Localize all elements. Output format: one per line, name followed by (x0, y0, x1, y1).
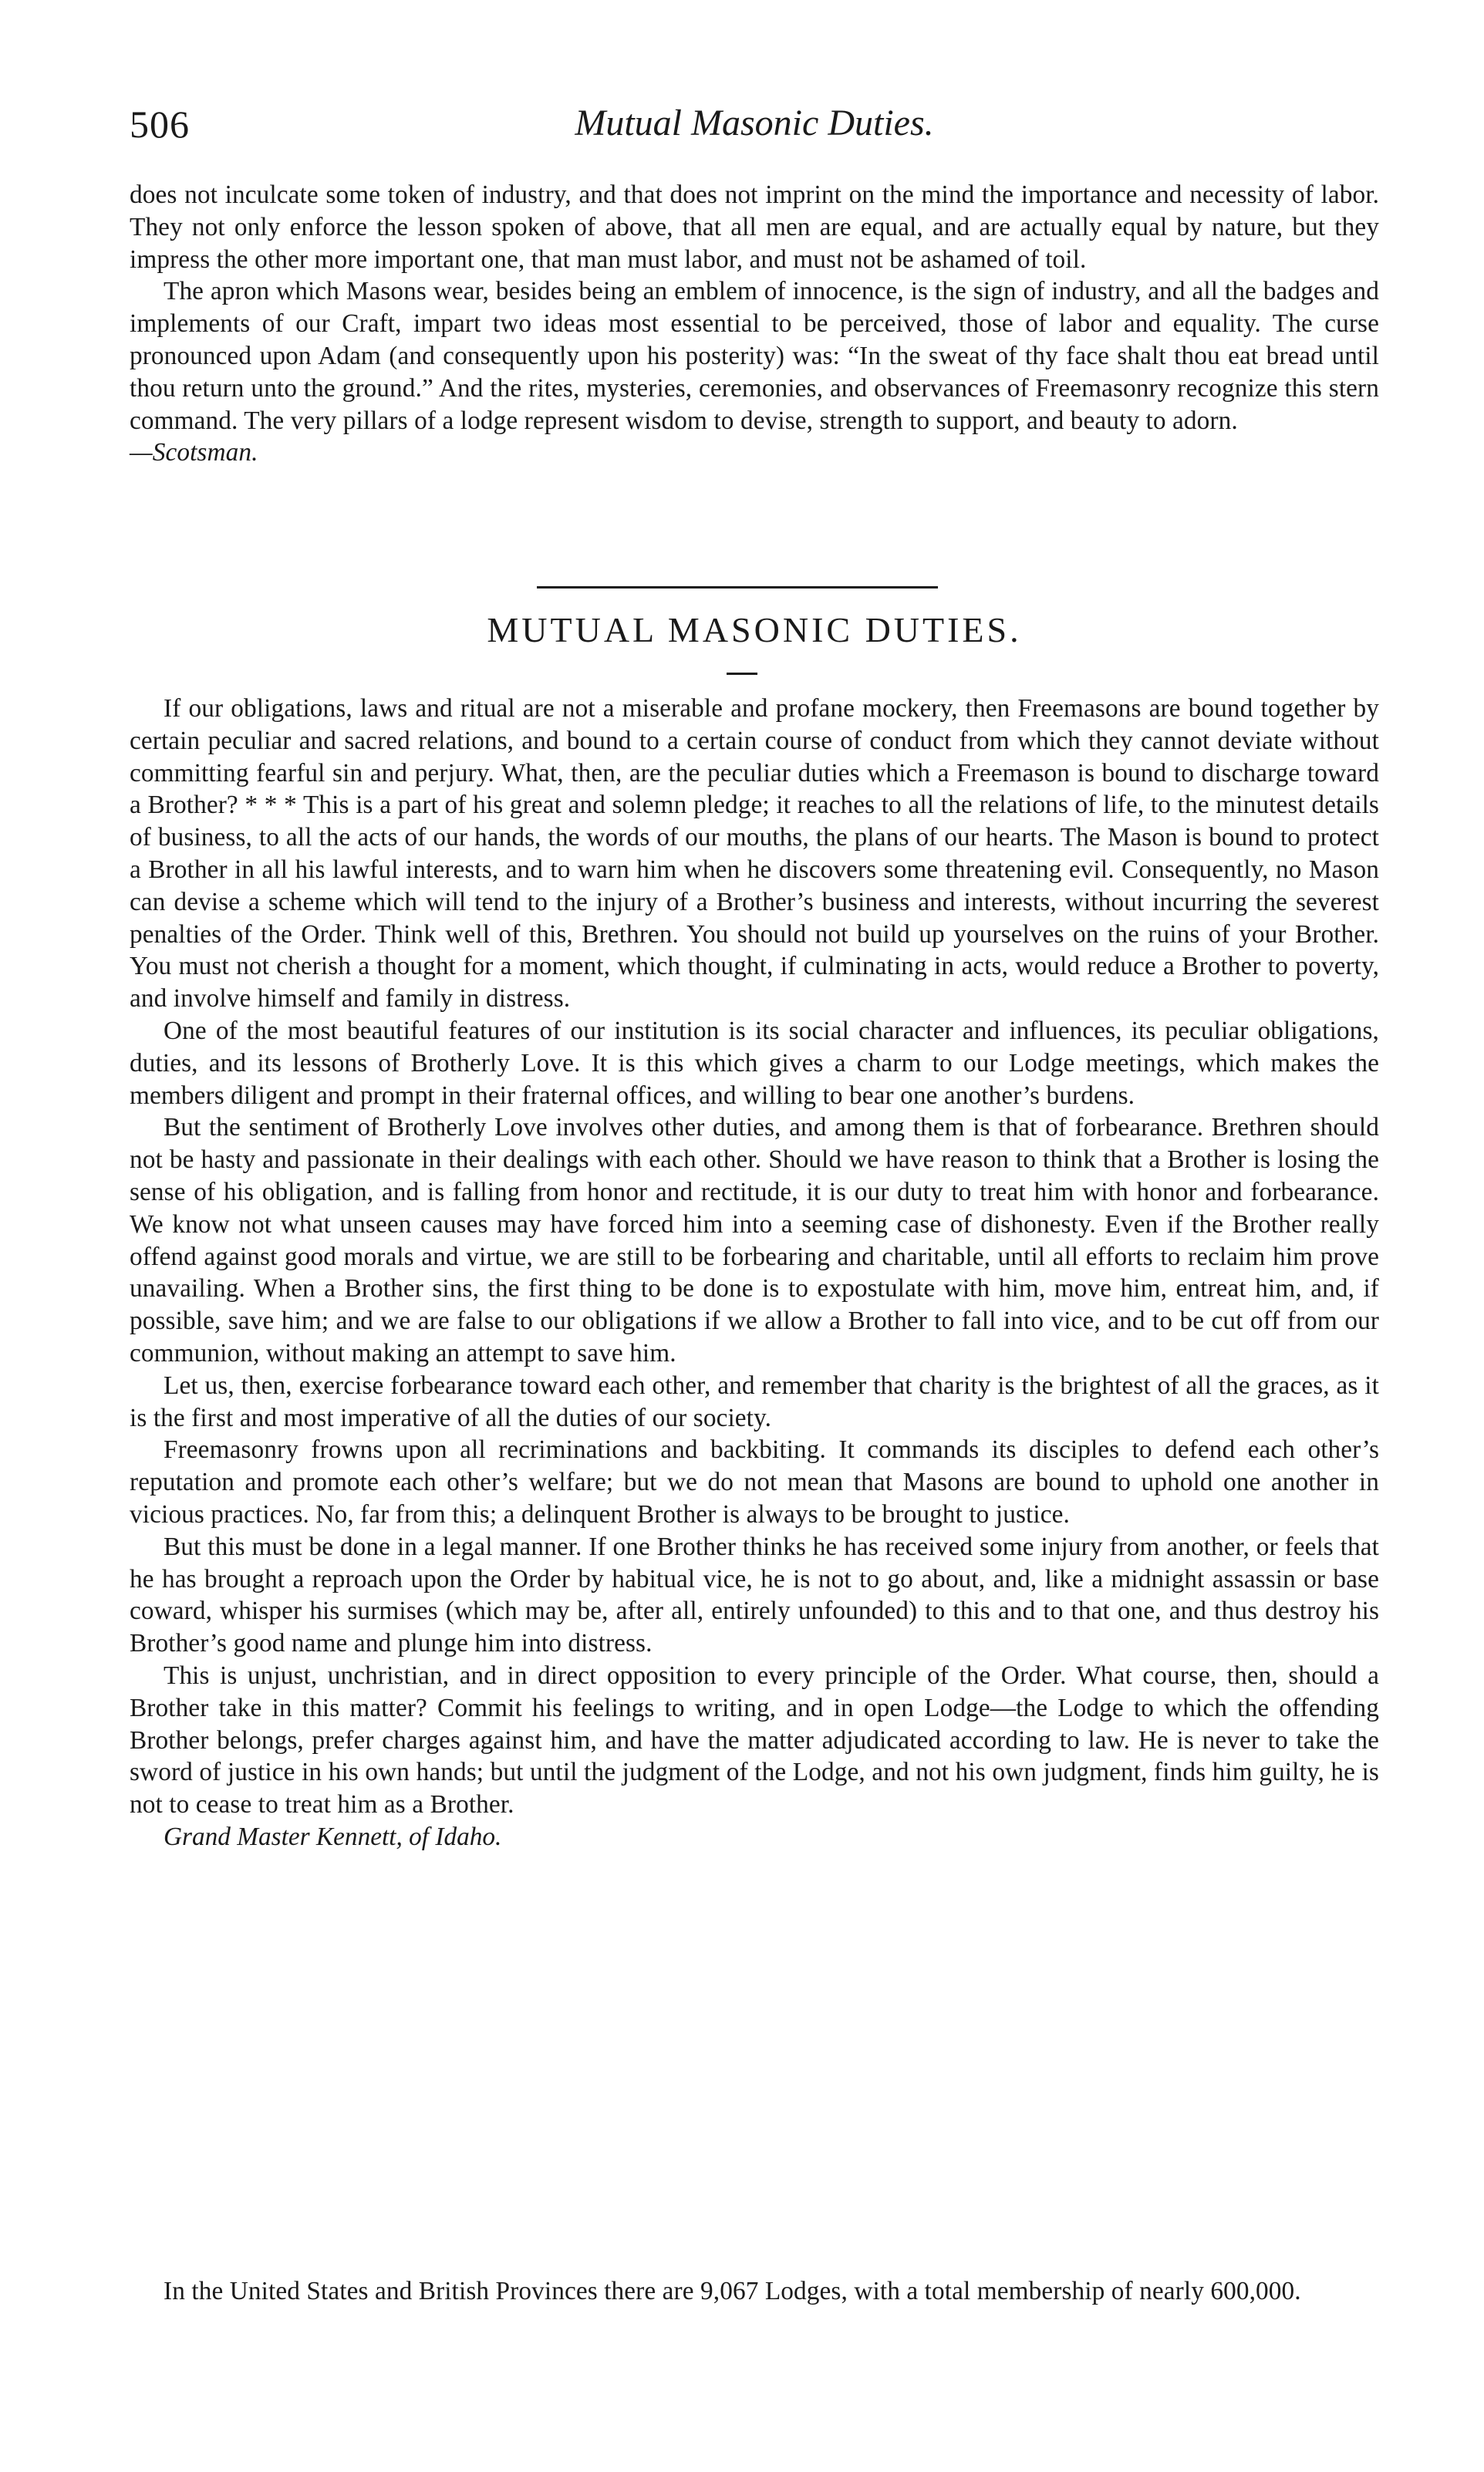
paragraph: The apron which Masons wear, besides being an emblem of innocence, is the sign of industry, and all the badges and implements of our Craft, impart two ideas most essential to be perceived, those of labor and equality. The curse pronounced upon Adam (and consequently upon his posterity) was: “In the sweat of thy face shalt thou eat bread until thou return unto the ground.” And the rites, mysteries, ceremonies, and observances of Freemasonry recognize this stern command. The very pillars of a lodge represent wisdom to devise, strength to support, and beauty to adorn. (130, 277, 1379, 435)
article-source: —Scotsman. (130, 438, 258, 467)
section-rule (537, 586, 938, 588)
running-head: Mutual Masonic Duties. (575, 103, 934, 143)
paragraph: But this must be done in a legal manner. If one Brother thinks he has received some injury from another, or feels that he has brought a reproach upon the Order by habitual vice, he is not to go about, and, like a midnight assassin or base coward, whisper his surmises (which may be, after all, entirely unfounded) to this and to that one, and thus destroy his Brother’s good name and plunge him into distress. (130, 1532, 1379, 1658)
paragraph: does not inculcate some token of industry, and that does not imprint on the mind the importance and necessity of labor. They not only enforce the lesson spoken of above, that all men are equal, and are actually equal by nature, but they impress the other more important one, that man must labor, and must not be ashamed of toil. (130, 180, 1379, 274)
paragraph: Freemasonry frowns upon all recriminations and backbiting. It commands its disciples to defend each other’s reputation and promote each other’s welfare; but we do not mean that Masons are bound to uphold one another in vicious practices. No, far from this; a delinquent Brother is always to be brought to justice. (130, 1435, 1379, 1529)
paragraph: This is unjust, unchristian, and in direct opposition to every principle of the Order. What course, then, should a Brother take in this matter? Commit his feelings to writing, and in open Lodge—the Lodge to which the offending Brother belongs, prefer charges against him, and have the matter adjudicated according to law. He is never to take the sword of justice in his own hands; but until the judgment of the Lodge, and not his own judgment, finds him guilty, he is not to cease to treat him as a Brother. (130, 1661, 1379, 1819)
paragraph: If our obligations, laws and ritual are not a miserable and profane mockery, then Freemasons are bound together by certain peculiar and sacred relations, and bound to a certain course of conduct from which they cannot deviate without committing fearful sin and perjury. What, then, are the peculiar duties which a Freemason is bound to discharge toward a Brother? * * * This is a part of his great and solemn pledge; it reaches to all the relations of life, to the minutest details of business, to all the acts of our hands, the words of our mouths, the plans of our hearts. The Mason is bound to protect a Brother in all his lawful interests, and to warn him when he discovers some threatening evil. Consequently, no Mason can devise a scheme which will tend to the injury of a Brother’s business and interests, without incurring the severest penalties of the Order. Think well of this, Brethren. You should not build up yourselves on the ruins of your Brother. You must not cherish a thought for a moment, which thought, if culminating in acts, would reduce a Brother to poverty, and involve himself and family in distress. (130, 694, 1379, 1013)
page-number: 506 (130, 103, 190, 146)
previous-article (130, 179, 1379, 469)
paragraph: But the sentiment of Brotherly Love involves other duties, and among them is that of forbearance. Brethren should not be hasty and passionate in their dealings with each other. Should we have reason to think that a Brother is losing the sense of his obligation, and is falling from honor and rectitude, it is our duty to treat him with honor and forbearance. We know not what unseen causes may have forced him into a seeming case of dishonesty. Even if the Brother really offend against good morals and virtue, we are still to be forbearing and charitable, until all efforts to reclaim him prove unavailing. When a Brother sins, the first thing to be done is to expostulate with him, move him, entreat him, and, if possible, save him; and we are false to our obligations if we allow a Brother to fall into vice, and to be cut off from our communion, without making an attempt to save him. (130, 1113, 1379, 1368)
article-signature: Grand Master Kennett, of Idaho. (164, 1822, 502, 1851)
page-header (130, 102, 1379, 156)
title-dash (727, 673, 757, 675)
footnote (130, 2275, 1379, 2308)
note-text: In the United States and British Provinces there are 9,067 Lodges, with a total membership of nearly 600,000. (164, 2277, 1301, 2305)
article-body (130, 693, 1379, 1853)
paragraph: One of the most beautiful features of our institution is its social character and influences, its peculiar obligations, duties, and its lessons of Brotherly Love. It is this which gives a charm to our Lodge meetings, which makes the members diligent and prompt in their fraternal offices, and willing to bear one another’s burdens. (130, 1016, 1379, 1110)
paragraph: Let us, then, exercise forbearance toward each other, and remember that charity is the brightest of all the graces, as it is the first and most imperative of all the duties of our society. (130, 1371, 1379, 1432)
article-title: MUTUAL MASONIC DUTIES. (487, 610, 1022, 649)
